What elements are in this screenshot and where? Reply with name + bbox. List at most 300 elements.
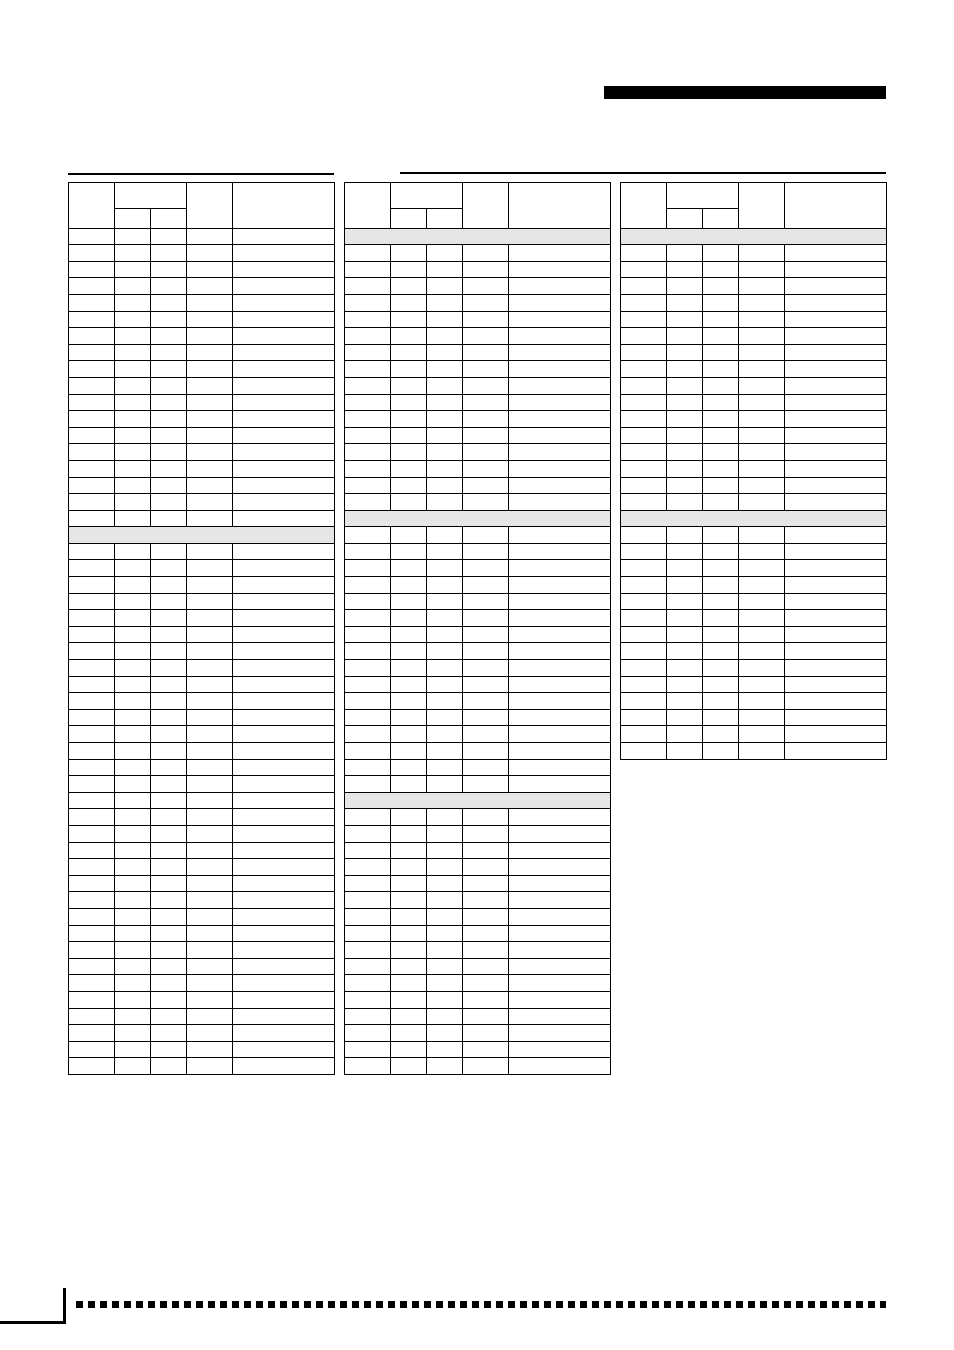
table-row (345, 394, 611, 411)
table-cell (345, 660, 391, 677)
table-row (69, 610, 335, 627)
header-cell (463, 183, 509, 229)
table-cell (785, 494, 887, 511)
table-cell (151, 577, 187, 594)
table-cell (115, 1008, 151, 1025)
table-cell (187, 991, 233, 1008)
table-cell (509, 394, 611, 411)
table-row (69, 693, 335, 710)
table-cell (69, 427, 115, 444)
table-cell (621, 294, 667, 311)
subheader-cell (151, 209, 187, 229)
table-row (69, 759, 335, 776)
table-row (621, 278, 887, 295)
table-row (69, 444, 335, 461)
table-cell (115, 875, 151, 892)
table-cell (621, 278, 667, 295)
table-cell (739, 411, 785, 428)
table-cell (233, 228, 335, 245)
table-cell (667, 643, 703, 660)
table-cell (187, 660, 233, 677)
table-cell (115, 743, 151, 760)
table-cell (463, 726, 509, 743)
table-cell (463, 958, 509, 975)
table-row (621, 676, 887, 693)
table-row (69, 311, 335, 328)
table-row (621, 726, 887, 743)
table-cell (667, 477, 703, 494)
table-cell (187, 245, 233, 262)
table-row (621, 610, 887, 627)
table-cell (463, 460, 509, 477)
table-cell (509, 311, 611, 328)
table-row (621, 460, 887, 477)
table-cell (115, 543, 151, 560)
table-cell (69, 643, 115, 660)
table-cell (69, 361, 115, 378)
table-cell (667, 394, 703, 411)
table-cell (187, 377, 233, 394)
table-cell (151, 510, 187, 527)
table-cell (785, 394, 887, 411)
table-cell (739, 494, 785, 511)
table-cell (233, 1025, 335, 1042)
table-cell (427, 991, 463, 1008)
table-cell (151, 328, 187, 345)
table-cell (151, 460, 187, 477)
table-cell (69, 825, 115, 842)
table-cell (391, 875, 427, 892)
table-group-row (621, 510, 887, 527)
table-cell (427, 859, 463, 876)
header-cell (69, 183, 115, 229)
table-row (69, 975, 335, 992)
table-cell (463, 892, 509, 909)
table-cell (233, 925, 335, 942)
table-cell (187, 510, 233, 527)
table-middle (344, 182, 611, 1075)
table-cell (345, 942, 391, 959)
table-cell (509, 842, 611, 859)
table-cell (509, 278, 611, 295)
table-row (621, 477, 887, 494)
table-cell (233, 958, 335, 975)
table-cell (667, 294, 703, 311)
table-cell (151, 593, 187, 610)
table-group-row (345, 510, 611, 527)
table-cell (509, 1025, 611, 1042)
table-cell (703, 411, 739, 428)
table-cell (509, 726, 611, 743)
table-cell (69, 560, 115, 577)
table-cell (785, 344, 887, 361)
table-cell (463, 1008, 509, 1025)
table-cell (703, 245, 739, 262)
table-cell (667, 709, 703, 726)
table-row (69, 361, 335, 378)
header-cell (345, 183, 391, 229)
table-cell (621, 693, 667, 710)
table-cell (391, 411, 427, 428)
table-cell (463, 1058, 509, 1075)
table-cell (187, 361, 233, 378)
group-cell (345, 228, 611, 245)
table-cell (233, 792, 335, 809)
table-cell (509, 261, 611, 278)
table-row (345, 543, 611, 560)
table-cell (621, 593, 667, 610)
table-left (68, 182, 335, 1075)
table-header-row (345, 183, 611, 209)
table-cell (621, 444, 667, 461)
table-cell (151, 444, 187, 461)
table-cell (509, 1058, 611, 1075)
table-cell (345, 494, 391, 511)
table-cell (785, 626, 887, 643)
table-row (345, 908, 611, 925)
table-cell (463, 942, 509, 959)
table-cell (509, 593, 611, 610)
table-cell (187, 743, 233, 760)
table-cell (509, 908, 611, 925)
table-cell (703, 278, 739, 295)
table-cell (345, 1058, 391, 1075)
table-cell (391, 427, 427, 444)
table-cell (391, 328, 427, 345)
table-cell (151, 809, 187, 826)
table-row (621, 427, 887, 444)
table-row (69, 494, 335, 511)
table-row (345, 494, 611, 511)
table-cell (509, 942, 611, 959)
table-cell (69, 610, 115, 627)
table-cell (785, 660, 887, 677)
table-cell (233, 427, 335, 444)
table-cell (391, 892, 427, 909)
table-cell (427, 411, 463, 428)
table-cell (703, 676, 739, 693)
table-cell (345, 245, 391, 262)
table-cell (115, 444, 151, 461)
table-cell (739, 527, 785, 544)
table-row (69, 344, 335, 361)
table-cell (115, 477, 151, 494)
table-cell (69, 394, 115, 411)
table-cell (463, 1025, 509, 1042)
table-cell (151, 411, 187, 428)
table-row (621, 660, 887, 677)
table-cell (115, 593, 151, 610)
table-cell (233, 693, 335, 710)
table-cell (739, 726, 785, 743)
table-cell (69, 776, 115, 793)
table-cell (509, 958, 611, 975)
table-cell (345, 593, 391, 610)
table-cell (427, 693, 463, 710)
table-row (345, 693, 611, 710)
subheader-cell (703, 209, 739, 229)
table-cell (69, 1041, 115, 1058)
table-cell (391, 1025, 427, 1042)
table-cell (69, 1008, 115, 1025)
table-row (621, 444, 887, 461)
table-cell (187, 759, 233, 776)
table-cell (187, 975, 233, 992)
table-cell (667, 311, 703, 328)
table-cell (233, 444, 335, 461)
table-cell (427, 328, 463, 345)
table-group-row (69, 527, 335, 544)
table-row (69, 892, 335, 909)
table-cell (667, 577, 703, 594)
table-cell (427, 726, 463, 743)
table-cell (739, 261, 785, 278)
table-row (345, 1058, 611, 1075)
table-row (69, 411, 335, 428)
table-cell (785, 676, 887, 693)
table-cell (187, 842, 233, 859)
table-cell (667, 344, 703, 361)
table-cell (703, 610, 739, 627)
table-cell (115, 975, 151, 992)
table-cell (703, 344, 739, 361)
table-cell (233, 1008, 335, 1025)
table-row (621, 294, 887, 311)
table-cell (739, 361, 785, 378)
table-cell (739, 377, 785, 394)
table-cell (785, 709, 887, 726)
table-cell (463, 427, 509, 444)
table-cell (233, 825, 335, 842)
table-cell (621, 709, 667, 726)
table-cell (785, 577, 887, 594)
table-cell (739, 427, 785, 444)
table-cell (187, 311, 233, 328)
table-cell (233, 892, 335, 909)
table-cell (345, 991, 391, 1008)
table-cell (151, 394, 187, 411)
table-cell (69, 626, 115, 643)
table-row (345, 975, 611, 992)
table-cell (509, 294, 611, 311)
table-cell (391, 245, 427, 262)
table-cell (69, 377, 115, 394)
table-cell (621, 676, 667, 693)
table-cell (233, 494, 335, 511)
table-cell (463, 527, 509, 544)
table-cell (509, 626, 611, 643)
table-cell (621, 560, 667, 577)
group-cell (621, 510, 887, 527)
table-cell (667, 494, 703, 511)
table-cell (785, 643, 887, 660)
table-row (345, 328, 611, 345)
table-cell (233, 394, 335, 411)
table-cell (427, 245, 463, 262)
table-row (345, 294, 611, 311)
table-cell (345, 676, 391, 693)
table-cell (391, 593, 427, 610)
table-cell (187, 776, 233, 793)
table-cell (187, 709, 233, 726)
table-cell (667, 460, 703, 477)
table-cell (391, 726, 427, 743)
table-cell (739, 328, 785, 345)
table-cell (151, 925, 187, 942)
table-cell (739, 643, 785, 660)
table-cell (703, 261, 739, 278)
table-cell (509, 328, 611, 345)
table-cell (115, 1041, 151, 1058)
table-cell (427, 975, 463, 992)
table-cell (739, 460, 785, 477)
table-cell (391, 444, 427, 461)
table-cell (187, 427, 233, 444)
table-cell (69, 460, 115, 477)
table-row (69, 991, 335, 1008)
table-cell (667, 278, 703, 295)
table-cell (509, 643, 611, 660)
table-cell (621, 494, 667, 511)
table-row (69, 908, 335, 925)
table-cell (233, 908, 335, 925)
table-cell (703, 311, 739, 328)
table-cell (739, 344, 785, 361)
table-cell (509, 925, 611, 942)
table-cell (427, 676, 463, 693)
table-header-row (621, 183, 887, 209)
table-cell (115, 726, 151, 743)
table-cell (391, 394, 427, 411)
table-cell (739, 245, 785, 262)
table-cell (703, 577, 739, 594)
table-cell (187, 294, 233, 311)
table-cell (463, 278, 509, 295)
header-cell (785, 183, 887, 229)
table-cell (115, 577, 151, 594)
table-cell (115, 1058, 151, 1075)
table-cell (151, 676, 187, 693)
table-cell (463, 991, 509, 1008)
table-cell (69, 477, 115, 494)
table-cell (151, 908, 187, 925)
table-cell (391, 377, 427, 394)
table-cell (667, 527, 703, 544)
table-row (345, 1041, 611, 1058)
table-cell (427, 1041, 463, 1058)
table-cell (703, 626, 739, 643)
table-cell (115, 510, 151, 527)
table-cell (69, 743, 115, 760)
table-cell (115, 245, 151, 262)
table-cell (151, 842, 187, 859)
table-row (69, 743, 335, 760)
table-cell (427, 593, 463, 610)
table-cell (785, 527, 887, 544)
table-cell (115, 991, 151, 1008)
table-cell (187, 394, 233, 411)
table-cell (391, 626, 427, 643)
table-cell (187, 560, 233, 577)
table-cell (463, 643, 509, 660)
table-cell (785, 460, 887, 477)
table-cell (391, 278, 427, 295)
table-cell (233, 1041, 335, 1058)
table-cell (621, 311, 667, 328)
table-cell (345, 361, 391, 378)
table-cell (115, 925, 151, 942)
table-cell (69, 975, 115, 992)
table-row (345, 477, 611, 494)
table-cell (509, 676, 611, 693)
table-cell (463, 1041, 509, 1058)
table-cell (115, 311, 151, 328)
table-cell (391, 560, 427, 577)
table-cell (345, 1041, 391, 1058)
table-row (345, 925, 611, 942)
table-cell (427, 660, 463, 677)
table-row (69, 394, 335, 411)
table-cell (233, 577, 335, 594)
table-row (69, 278, 335, 295)
table-cell (345, 294, 391, 311)
table-row (345, 892, 611, 909)
table-cell (391, 361, 427, 378)
table-cell (509, 377, 611, 394)
table-cell (739, 394, 785, 411)
table-cell (463, 925, 509, 942)
table-cell (509, 477, 611, 494)
table-cell (391, 610, 427, 627)
table-group-row (621, 228, 887, 245)
table-cell (703, 377, 739, 394)
table-cell (739, 577, 785, 594)
table-cell (785, 245, 887, 262)
table-cell (115, 643, 151, 660)
table-cell (703, 361, 739, 378)
table-cell (151, 560, 187, 577)
table-cell (621, 626, 667, 643)
table-cell (345, 460, 391, 477)
table-cell (345, 411, 391, 428)
header-cell (187, 183, 233, 229)
table-cell (785, 610, 887, 627)
table-cell (667, 743, 703, 760)
table-cell (233, 311, 335, 328)
table-cell (345, 975, 391, 992)
table-cell (187, 859, 233, 876)
table-row (345, 577, 611, 594)
table-cell (187, 444, 233, 461)
table-row (345, 610, 611, 627)
table-cell (427, 626, 463, 643)
table-cell (233, 776, 335, 793)
table-cell (391, 693, 427, 710)
table-cell (115, 908, 151, 925)
table-cell (463, 875, 509, 892)
table-cell (69, 709, 115, 726)
table-cell (69, 577, 115, 594)
table-cell (509, 494, 611, 511)
table-row (69, 510, 335, 527)
table-cell (785, 477, 887, 494)
table-cell (233, 875, 335, 892)
table-cell (509, 444, 611, 461)
table-cell (233, 626, 335, 643)
table-cell (509, 892, 611, 909)
table-cell (739, 610, 785, 627)
table-row (69, 626, 335, 643)
